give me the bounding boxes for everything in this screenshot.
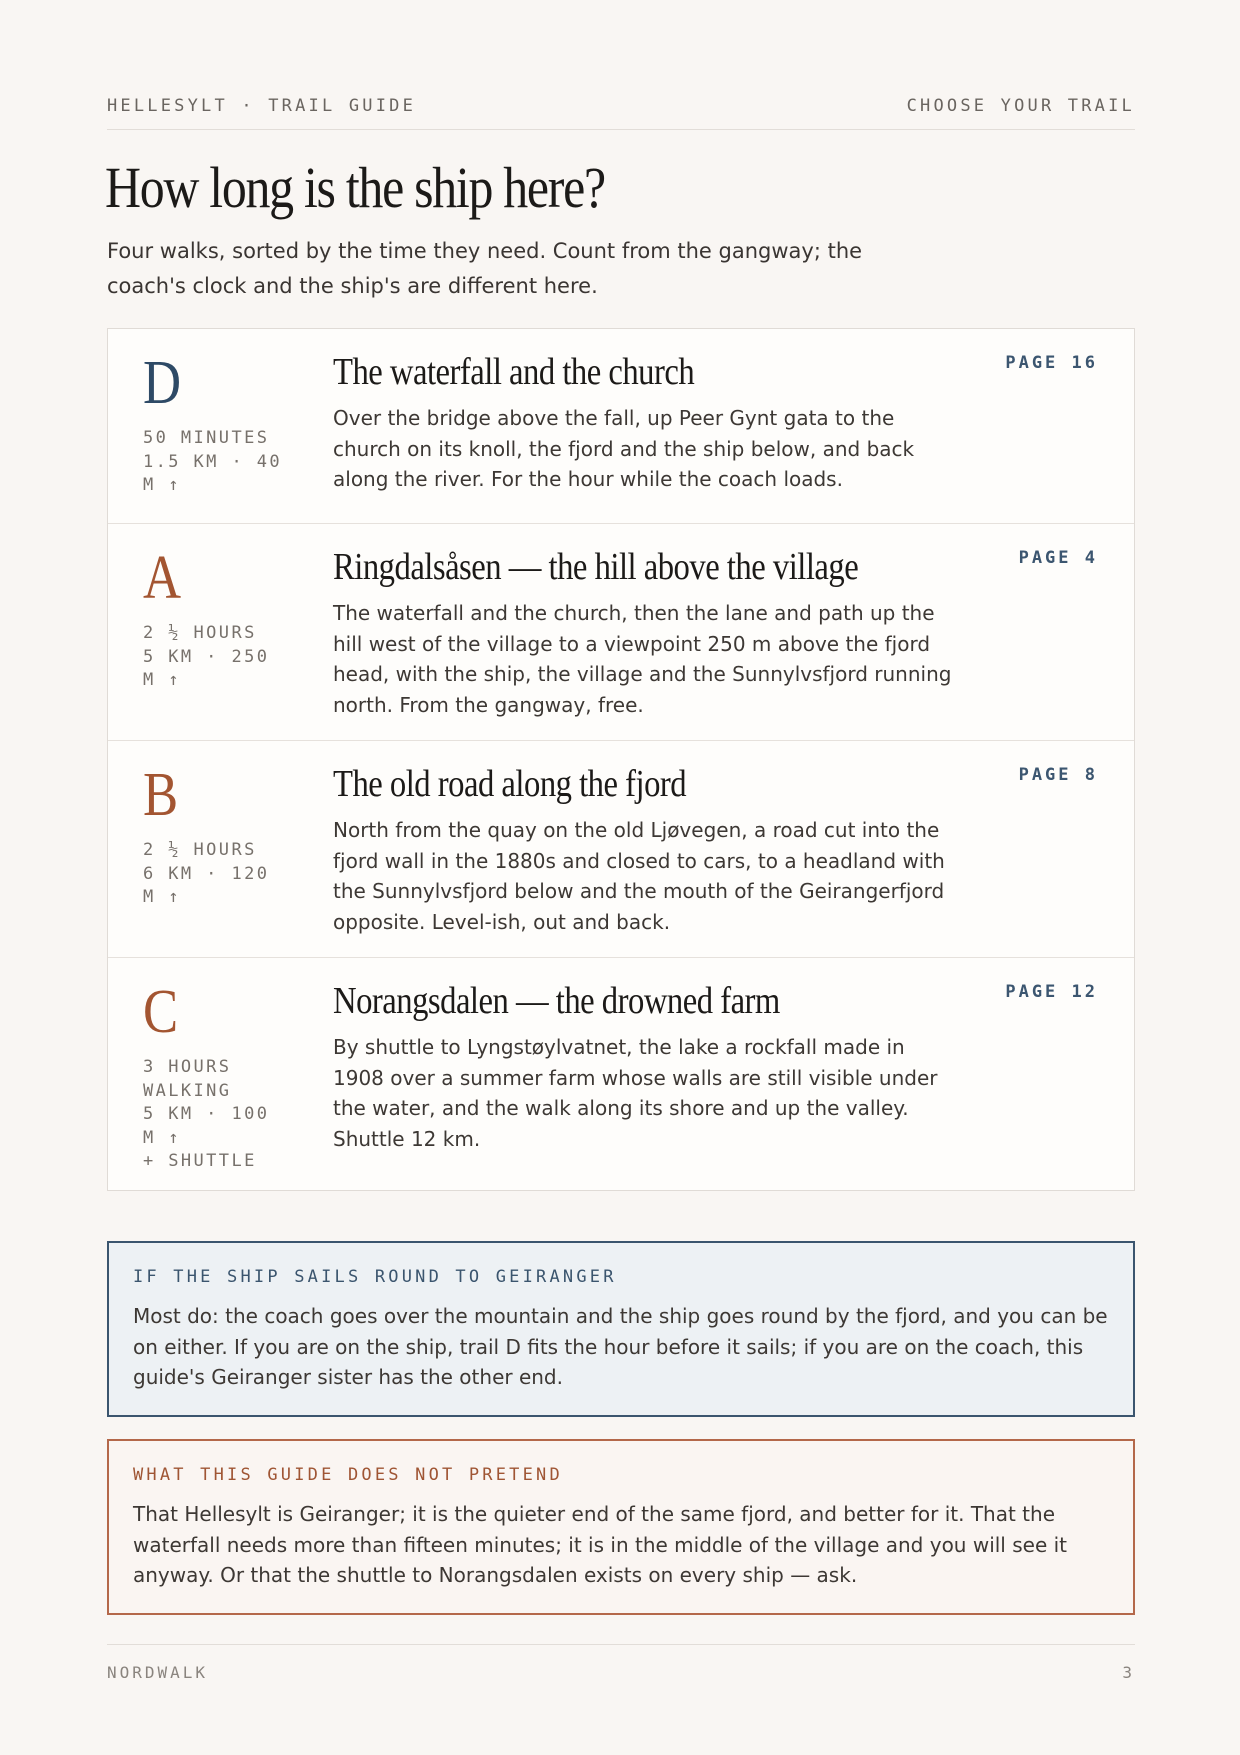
trail-letter: D (143, 349, 182, 417)
trail-meta: 50 MINUTES 1.5 KM · 40 M ↑ (143, 428, 282, 495)
trail-page-link[interactable]: PAGE 4 (1018, 548, 1098, 568)
trail-row-d[interactable] (108, 329, 1134, 523)
pretend-note-text: That Hellesylt is Geiranger; it is the quieter end of the same fjord, and better for it. That the waterfall needs more than fifteen minutes; it is in the middle of the village and you will see it anyway. Or that the shuttle to Norangsdalen exists on every ship — ask. (133, 1502, 1068, 1587)
publisher-name: NORDWALK (107, 1663, 209, 1682)
trail-description: By shuttle to Lyngstøylvatnet, the lake a rockfall made in 1908 over a summer farm whose walls are still visible under the water, and the walk along its shore and up the valley. Shuttle 12 km. (333, 1035, 938, 1151)
pretend-note-box (107, 1439, 1135, 1615)
pretend-note-title: WHAT THIS GUIDE DOES NOT PRETEND (133, 1465, 563, 1485)
trail-page-link[interactable]: PAGE 8 (1018, 765, 1098, 785)
trail-title: The old road along the fjord (333, 763, 687, 805)
trail-letter: B (143, 761, 179, 829)
trail-meta: 2 ½ HOURS 6 KM · 120 M ↑ (143, 840, 270, 907)
header-rule (107, 129, 1135, 130)
footer-rule (107, 1644, 1135, 1645)
trail-row-b[interactable] (108, 740, 1134, 957)
trail-page-link[interactable]: PAGE 16 (1005, 353, 1098, 373)
trail-meta: 3 HOURS WALKING 5 KM · 100 M ↑ + SHUTTLE (143, 1057, 270, 1171)
running-footer (107, 1663, 1135, 1682)
trail-description: North from the quay on the old Ljøvegen, a road cut into the fjord wall in the 1880s and closed to cars, to a headland with the Sunnylvsfjord below and the mouth of the Geirangerfjord opposite. Level-ish, out and back. (333, 818, 945, 934)
trail-letter: C (143, 978, 179, 1046)
running-header (107, 96, 1135, 116)
trail-description: Over the bridge above the fall, up Peer Gynt gata to the church on its knoll, the fjord and the ship below, and back along the river. For the hour while the coach loads. (333, 406, 915, 491)
ship-note-text: Most do: the coach goes over the mountain and the ship goes round by the fjord, and you can be on either. If you are on the ship, trail D fits the hour before it sails; if you are on the coach, this guide's Geiranger sister has the other end. (133, 1304, 1108, 1389)
page-title: How long is the ship here? (105, 155, 605, 220)
header-left: HELLESYLT · TRAIL GUIDE (107, 96, 417, 116)
intro-text: Four walks, sorted by the time they need. Count from the gangway; the coach's clock and the ship's are different here. (107, 239, 863, 298)
trail-title: Norangsdalen — the drowned farm (333, 980, 780, 1022)
ship-note-title: IF THE SHIP SAILS ROUND TO GEIRANGER (133, 1267, 617, 1287)
trail-row-a[interactable] (108, 523, 1134, 740)
trail-title: The waterfall and the church (333, 351, 695, 393)
trail-row-c[interactable] (108, 957, 1134, 1190)
header-right: CHOOSE YOUR TRAIL (906, 96, 1135, 116)
trail-list (107, 328, 1135, 1191)
trail-description: The waterfall and the church, then the lane and path up the hill west of the village to a viewpoint 250 m above the fjord head, with the ship, the village and the Sunnylvsfjord running north. From the gangway, free. (333, 601, 952, 717)
page-number: 3 (1122, 1663, 1135, 1682)
trail-meta: 2 ½ HOURS 5 KM · 250 M ↑ (143, 623, 270, 690)
ship-note-box (107, 1241, 1135, 1417)
trail-letter: A (143, 544, 182, 612)
trail-page-link[interactable]: PAGE 12 (1005, 982, 1098, 1002)
trail-title: Ringdalsåsen — the hill above the village (333, 546, 859, 588)
